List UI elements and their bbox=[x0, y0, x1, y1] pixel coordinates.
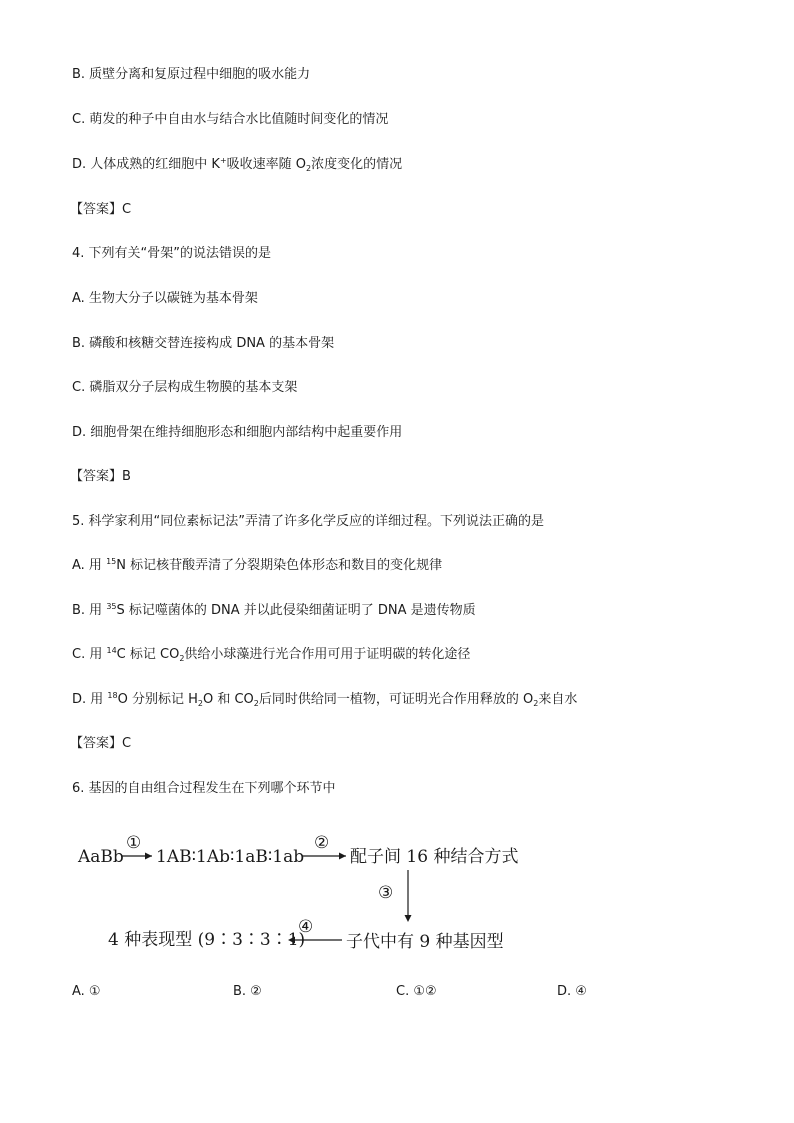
q3-option-d-text-2: 吸收速率随 O bbox=[226, 157, 307, 172]
q3-option-d-sup: + bbox=[219, 156, 227, 165]
q3-option-c: C. 萌发的种子中自由水与结合水比值随时间变化的情况 bbox=[72, 112, 389, 127]
q3-option-d bbox=[72, 156, 402, 174]
q5-option-c-sub: 2 bbox=[179, 654, 185, 663]
q5-option-d bbox=[72, 691, 577, 709]
diagram-genotypes-text: 子代中有 9 种基因型 bbox=[346, 932, 504, 952]
q6-option-d: D. ④ bbox=[557, 984, 587, 999]
q4-option-b: B. 磷酸和核糖交替连接构成 DNA 的基本骨架 bbox=[72, 336, 335, 351]
q5-option-d-text-3: O 和 CO bbox=[202, 692, 254, 707]
q3-option-d-text-1: D. 人体成熟的红细胞中 K bbox=[72, 157, 220, 172]
q4-option-d: D. 细胞骨架在维持细胞形态和细胞内部结构中起重要作用 bbox=[72, 425, 403, 440]
q5-option-d-sub-3: 2 bbox=[533, 699, 539, 708]
q5-option-b-text-1: B. 用 bbox=[72, 603, 107, 618]
q4-answer: 【答案】B bbox=[70, 469, 131, 484]
q5-option-c bbox=[72, 646, 470, 664]
diagram-combos-text: 配子间 16 种结合方式 bbox=[350, 847, 519, 867]
q6-option-c: C. ①② bbox=[396, 984, 437, 999]
q5-answer: 【答案】C bbox=[70, 736, 132, 751]
q5-option-b-sup: 35 bbox=[106, 602, 117, 611]
q5-option-a-text-2: N 标记核苷酸弄清了分裂期染色体形态和数目的变化规律 bbox=[116, 558, 443, 573]
diagram-step1-label: ① bbox=[126, 833, 142, 853]
q5-option-d-text-4: 后同时供给同一植物，可证明光合作用释放的 O bbox=[258, 692, 534, 707]
diagram-phenotypes-text: 4 种表现型 (9∶3∶3∶1) bbox=[108, 930, 306, 950]
q5-option-b bbox=[72, 602, 476, 620]
diagram-step4-label: ④ bbox=[298, 917, 314, 937]
q5-option-d-sub-1: 2 bbox=[197, 699, 203, 708]
arrow-step1-head bbox=[145, 853, 152, 860]
diagram-start-text: AaBb bbox=[78, 847, 124, 867]
diagram-step3-label: ③ bbox=[378, 883, 394, 903]
q5-option-d-text-2: O 分别标记 H bbox=[117, 692, 198, 707]
q6-option-b: B. ② bbox=[233, 984, 262, 999]
q6-stem: 6. 基因的自由组合过程发生在下列哪个环节中 bbox=[72, 781, 336, 796]
q4-stem: 4. 下列有关“骨架”的说法错误的是 bbox=[72, 246, 272, 261]
q5-stem: 5. 科学家利用“同位素标记法”弄清了许多化学反应的详细过程。下列说法正确的是 bbox=[72, 514, 545, 529]
arrow-step3-head bbox=[405, 915, 412, 922]
q5-option-a bbox=[72, 557, 442, 575]
q3-option-d-sub: 2 bbox=[306, 164, 312, 173]
q4-option-a: A. 生物大分子以碳链为基本骨架 bbox=[72, 291, 258, 306]
q6-option-a: A. ① bbox=[72, 984, 101, 999]
q3-option-d-text-3: 浓度变化的情况 bbox=[311, 157, 403, 172]
diagram-gametes-text: 1AB∶1Ab∶1aB∶1ab bbox=[156, 847, 305, 867]
q3-answer: 【答案】C bbox=[70, 202, 132, 217]
q5-option-b-text-2: S 标记噬菌体的 DNA 并以此侵染细菌证明了 DNA 是遗传物质 bbox=[116, 603, 476, 618]
q5-option-c-text-3: 供给小球藻进行光合作用可用于证明碳的转化途径 bbox=[184, 647, 471, 662]
gene-process-diagram bbox=[70, 820, 540, 960]
q5-option-a-sup: 15 bbox=[106, 557, 117, 566]
q3-option-b: B. 质壁分离和复原过程中细胞的吸水能力 bbox=[72, 67, 311, 82]
q5-option-d-sub-2: 2 bbox=[253, 699, 259, 708]
arrow-step2-head bbox=[339, 853, 346, 860]
q5-option-c-text-2: C 标记 CO bbox=[116, 647, 180, 662]
diagram-step2-label: ② bbox=[314, 833, 330, 853]
q5-option-d-sup: 18 bbox=[107, 691, 118, 700]
q5-option-d-text-5: 来自水 bbox=[538, 692, 578, 707]
q5-option-d-text-1: D. 用 bbox=[72, 692, 108, 707]
q5-option-c-text-1: C. 用 bbox=[72, 647, 107, 662]
q4-option-c: C. 磷脂双分子层构成生物膜的基本支架 bbox=[72, 380, 298, 395]
q5-option-c-sup: 14 bbox=[106, 646, 117, 655]
q5-option-a-text-1: A. 用 bbox=[72, 558, 107, 573]
